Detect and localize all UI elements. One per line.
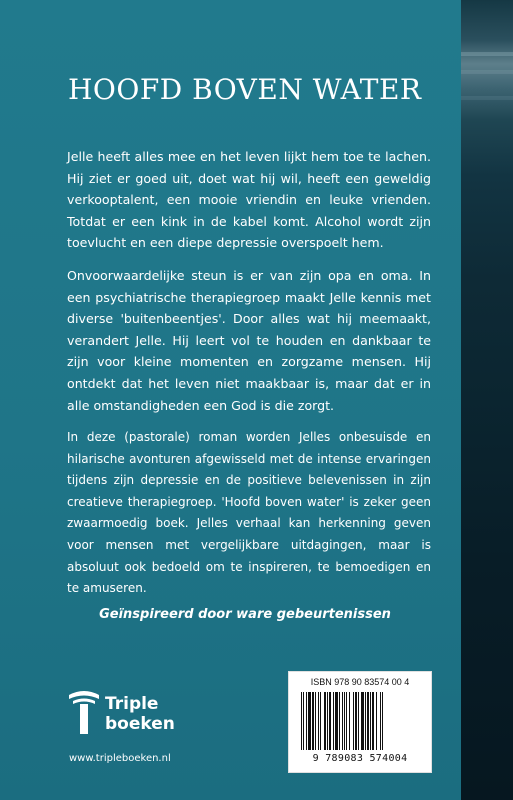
blurb-paragraph-2: Onvoorwaardelijke steun is er van zijn opa en oma. In een psychiatrische therapiegroep maakt Jelle kennis met diverse 'buitenbeentjes'. Door alles wat hij meemaakt, verandert Jelle. Hij leert vol te houden en dankbaar te zijn voor kleine momenten en zorgzame mensen. Hij ontdekt dat het leven niet maakbaar is, maar dat er in alle omstandigheden een God is die zorgt.	[67, 268, 431, 413]
wave-highlight	[461, 70, 513, 74]
book-arch-icon	[67, 689, 101, 737]
wave-highlight	[461, 96, 513, 100]
tagline: Geïnspireerd door ware gebeurtenissen	[99, 607, 391, 622]
isbn-label: ISBN 978 90 83574 00 4	[310, 677, 410, 687]
publisher-name-line1: Triple	[105, 694, 159, 714]
blurb-paragraph-1: Jelle heeft alles mee en het leven lijkt hem toe te lachen. Hij ziet er goed uit, doet wat hij wil, heeft een geweldig verkooptalent, een mooie vriendin en leuke vrienden. Totdat er een kink in de kabel komt. Alcohol wordt zijn toevlucht en een diepe depressie overspoelt hem.	[67, 149, 431, 251]
publisher-name-line2: boeken	[105, 714, 175, 734]
wave-highlight	[461, 52, 513, 56]
blurb-paragraph-3: In deze (pastorale) roman worden Jelles onbesuisde en hilarische avonturen afgewisseld met de intense ervaringen tijdens zijn depressie en de positieve belevenissen in zijn creatieve therapiegroep. 'Hoofd boven water' is zeker geen zwaarmoedig boek. Jelles verhaal kan herkenning geven voor mensen met vergelijkbare uitdagingen, maar is absoluut ook bedoeld om te inspireren, te bemoedigen en te amuseren.	[67, 430, 431, 596]
isbn-digits: 9 789083 574004	[312, 753, 408, 764]
book-title: HOOFD BOVEN WATER	[68, 73, 422, 106]
publisher-logo	[67, 689, 197, 741]
publisher-name	[105, 694, 175, 734]
sea-photo-strip	[461, 0, 513, 800]
isbn-barcode	[288, 671, 432, 773]
barcode-bars	[301, 692, 419, 752]
publisher-url: www.tripleboeken.nl	[69, 753, 171, 764]
